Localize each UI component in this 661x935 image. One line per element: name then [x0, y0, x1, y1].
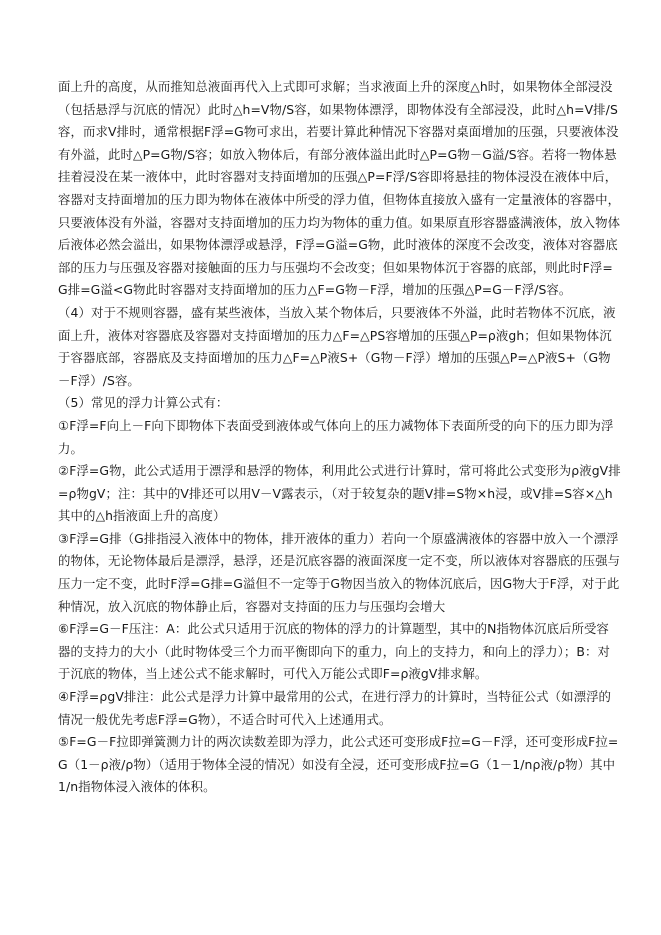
paragraph-7: ⑥F浮=G－F压注：A：此公式只适用于沉底的物体的浮力的计算题型，其中的N指物体沉底后所受容器的支持力的大小（此时物体受三个力而平衡即向下的重力，向上的支持力，和向上的浮力）；B：对于沉底的物体，当上述公式不能求解时，可代入万能公式即F=ρ液gV排求解。	[58, 621, 610, 682]
paragraph-1: 面上升的高度，从而推知总液面再代入上式即可求解；当求液面上升的深度△h时，如果物体全部浸没（包括悬浮与沉底的情况）此时△h=V物/S容，如果物体漂浮，即物体没有全部浸没，此时△h=V排/S容，而求V排时，通常根据F浮=G物可求出，若要计算此种情况下容器对桌面增加的压强，只要液体没有外溢，此时△P=G物/S容；如放入物体后，有部分液体溢出此时△P=G物－G溢/S容。若将一物体悬挂着浸没在某一液体中，此时容器对支持面增加的压强△P=F浮/S容即将悬挂的物体浸没在液体中后，容器对支持面增加的压力即为物体在液体中所受的浮力值，但物体直接放入盛有一定量液体的容器中，只要液体没有外溢，容器对支持面增加的压力均为物体的重力值。如果原直形容器盛满液体，放入物体后液体必然会溢出，如果物体漂浮或悬浮，F浮=G溢=G物，此时液体的深度不会改变，液体对容器底部的压力与压强及容器对接触面的压力与压强均不会改变；但如果物体沉于容器的底部，则此时F浮=G排=G溢<G物此时容器对支持面增加的压力△F=G物－F浮，增加的压强△P=G－F浮/S容。	[58, 79, 621, 298]
paragraph-5: ②F浮=G物，此公式适用于漂浮和悬浮的物体，利用此公式进行计算时，常可将此公式变形为ρ液gV排=ρ物gV；注：其中的V排还可以用V－V露表示，（对于较复杂的题V排=S物×h浸，或V排=S容×△h其中的△h指液面上升的高度）	[58, 463, 621, 524]
paragraph-6: ③F浮=G排（G排指浸入液体中的物体，排开液体的重力）若向一个原盛满液体的容器中放入一个漂浮的物体，无论物体最后是漂浮，悬浮，还是沉底容器的液面深度一定不变，所以液体对容器底的压强与压力一定不变，此时F浮=G排=G溢但不一定等于G物因当放入的物体沉底后，因G物大于F浮，对于此种情况，放入沉底的物体静止后，容器对支持面的压力与压强均会增大	[58, 530, 621, 614]
paragraph-3: （5）常见的浮力计算公式有：	[58, 395, 229, 411]
paragraph-4: ①F浮=F向上－F向下即物体下表面受到液体或气体向上的压力减物体下表面所受的向下的压力即为浮力。	[58, 417, 614, 456]
paragraph-9: ⑤F=G－F拉即弹簧测力计的两次读数差即为浮力，此公式还可变形成F拉=G－F浮，还可变形成F拉=G（1－ρ液/ρ物）（适用于物体全浸的情况）如没有全浸，还可变形成F拉=G（1－1/nρ液/ρ物）其中1/n指物体浸入液体的体积。	[58, 734, 619, 795]
paragraph-8: ④F浮=ρgV排注：此公式是浮力计算中最常用的公式，在进行浮力的计算时，当特征公式（如漂浮的情况一般优先考虑F浮=G物），不适合时可代入上述通用式。	[58, 689, 612, 727]
paragraph-2: （4）对于不规则容器，盛有某些液体，当放入某个物体后，只要液体不外溢，此时若物体不沉底，液面上升，液体对容器底及容器对支持面增加的压力△F=△PS容增加的压强△P=ρ液gh；但如果物体沉于容器底部，容器底及支持面增加的压力△F=△P液S+（G物－F浮）增加的压强△P=△P液S+（G物－F浮）/S容。	[58, 304, 616, 388]
